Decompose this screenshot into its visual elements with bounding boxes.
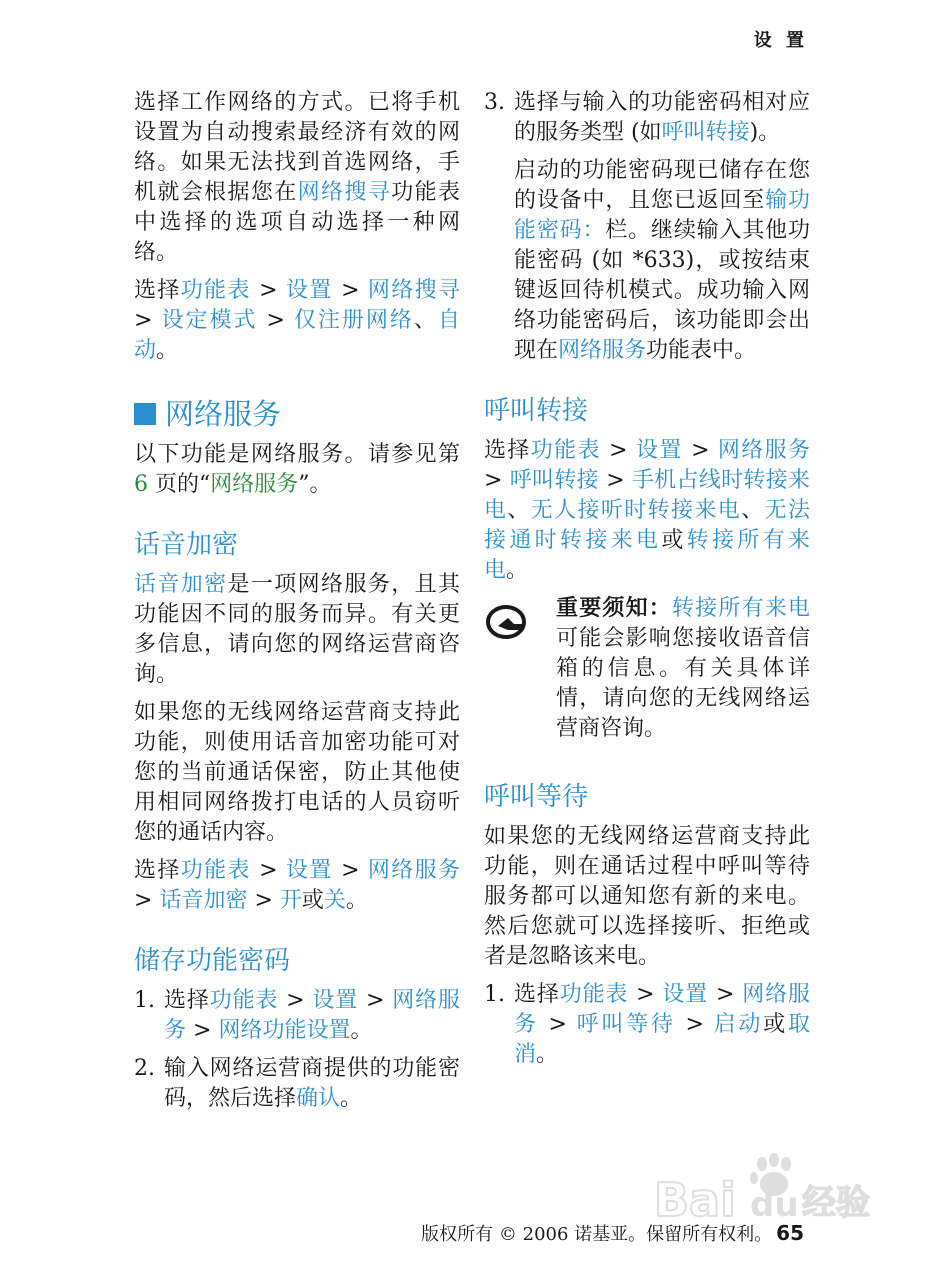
- link-network-services[interactable]: 网络服务: [558, 338, 647, 363]
- heading-call-waiting: 呼叫等待: [484, 782, 589, 812]
- link-network-services[interactable]: 网络服务: [514, 982, 810, 1037]
- heading-store-feature-code: 储存功能密码: [134, 946, 291, 976]
- list-item: 1. 选择功能表 > 设置 > 网络服务 > 网络功能设置。: [134, 988, 460, 1043]
- heading-call-divert: 呼叫转接: [484, 396, 589, 426]
- link-cancel[interactable]: 取消: [514, 1012, 810, 1067]
- copyright-text: 版权所有 © 2006 诺基亚。保留所有权利。: [421, 1224, 773, 1245]
- crossref-network-services[interactable]: 网络服务: [210, 472, 299, 497]
- link-voice-privacy[interactable]: 话音加密: [159, 888, 248, 913]
- paragraph-network-select: 选择工作网络的方式。已将手机设置为自动搜索最经济有效的网络。如果无法找到首选网络，手机就会根据您在网络搜寻功能表中选择的选项自动选择一种网络。: [134, 90, 460, 265]
- link-voice-privacy[interactable]: 话音加密: [134, 572, 228, 597]
- link-settings[interactable]: 设置: [285, 278, 333, 303]
- section-title-network-services: 网络服务: [134, 396, 460, 432]
- baidu-paw-icon: [654, 1150, 890, 1228]
- important-note-icon: [484, 594, 556, 752]
- link-settings[interactable]: 设置: [635, 438, 683, 463]
- page-reference[interactable]: 6: [134, 472, 148, 497]
- link-settings[interactable]: 设置: [285, 858, 333, 883]
- menu-path-network-search: 选择功能表 > 设置 > 网络搜寻 > 设定模式 > 仅注册网络、自动。: [134, 278, 460, 363]
- left-column: [134, 88, 460, 1122]
- link-automatic[interactable]: 自动: [134, 308, 460, 363]
- list-item: 3. 选择与输入的功能密码相对应的服务类型 (如呼叫转接)。: [484, 90, 810, 145]
- note-label: 重要须知：: [556, 596, 672, 621]
- link-set-mode[interactable]: 设定模式: [161, 308, 258, 333]
- link-divert-if-no-answer[interactable]: 无人接听时转接来电: [530, 498, 742, 523]
- link-network-services[interactable]: 网络服务: [717, 438, 810, 463]
- link-menu[interactable]: 功能表: [530, 438, 601, 463]
- important-note: 重要须知：转接所有来电可能会影响您接收语音信箱的信息。有关具体详情，请向您的无线网络运营商咨询。: [484, 594, 810, 752]
- paragraph-voice-privacy: 话音加密是一项网络服务，且其功能因不同的服务而异。有关更多信息，请向您的网络运营商咨询。: [134, 572, 460, 687]
- paragraph-call-waiting: 如果您的无线网络运营商支持此功能，则在通话过程中呼叫等待服务都可以通知您有新的来电。然后您就可以选择接听、拒绝或者是忽略该来电。: [484, 824, 810, 969]
- paragraph-voice-privacy-detail: 如果您的无线网络运营商支持此功能，则使用话音加密功能可对您的当前通话保密，防止其他使用相同网络拨打电话的人员窃听您的通话内容。: [134, 700, 460, 845]
- page-number: 65: [776, 1221, 804, 1245]
- link-activate[interactable]: 启动: [713, 1012, 764, 1037]
- right-column: [484, 88, 810, 1078]
- running-header: 设 置: [753, 30, 808, 51]
- link-menu[interactable]: 功能表: [559, 982, 629, 1007]
- link-divert-all-calls[interactable]: 转接所有来电: [672, 596, 810, 621]
- link-call-divert[interactable]: 呼叫转接: [509, 468, 599, 493]
- baidu-watermark: [654, 1150, 890, 1228]
- link-network-services[interactable]: 网络服务: [367, 858, 460, 883]
- link-network-services[interactable]: 网络服务: [164, 988, 460, 1043]
- link-call-divert[interactable]: 呼叫转接: [661, 120, 750, 145]
- svg-text:du: du: [750, 1185, 799, 1225]
- link-registered-only[interactable]: 仅注册网络: [293, 308, 414, 333]
- link-divert-if-busy[interactable]: 手机占线时转接来电: [484, 468, 810, 523]
- link-enter-feature-code[interactable]: 输功能密码：: [514, 188, 810, 243]
- list-item: 2. 输入网络运营商提供的功能密码，然后选择确认。: [134, 1056, 460, 1111]
- link-settings[interactable]: 设置: [662, 982, 709, 1007]
- page-footer: [421, 1220, 804, 1246]
- link-network-search[interactable]: 网络搜寻: [297, 180, 392, 205]
- svg-text:经验: 经验: [802, 1183, 870, 1223]
- link-menu[interactable]: 功能表: [209, 988, 279, 1013]
- link-settings[interactable]: 设置: [312, 988, 359, 1013]
- list-item: 1. 选择功能表 > 设置 > 网络服务 > 呼叫等待 > 启动或取消。: [484, 982, 810, 1067]
- paragraph-feature-code-stored: 启动的功能密码现已储存在您的设备中，且您已返回至输功能密码：栏。继续输入其他功能密码 (如 *633)，或按结束键返回待机模式。成功输入网络功能密码后，该功能即会出现在网络服务功能表中。: [514, 158, 810, 363]
- link-divert-all-calls[interactable]: 转接所有来电: [484, 528, 810, 583]
- link-network-search[interactable]: 网络搜寻: [367, 278, 460, 303]
- link-on[interactable]: 开: [279, 888, 302, 913]
- paragraph-network-services: 以下功能是网络服务。请参见第 6 页的“网络服务”。: [134, 442, 460, 497]
- link-divert-if-unreachable[interactable]: 无法接通时转接来电: [484, 498, 810, 553]
- link-off[interactable]: 关: [323, 888, 346, 913]
- link-menu[interactable]: 功能表: [180, 278, 251, 303]
- menu-path-call-divert: 选择功能表 > 设置 > 网络服务 > 呼叫转接 > 手机占线时转接来电、无人接听时转接来电、无法接通时转接来电或转接所有来电。: [484, 438, 810, 583]
- link-network-feature-setting[interactable]: 网络功能设置: [218, 1018, 351, 1043]
- menu-path-voice-privacy: 选择功能表 > 设置 > 网络服务 > 话音加密 > 开或关。: [134, 858, 460, 913]
- section-square-icon: [134, 403, 156, 425]
- svg-text:Bai: Bai: [654, 1173, 736, 1227]
- link-ok[interactable]: 确认: [296, 1086, 341, 1111]
- heading-voice-privacy: 话音加密: [134, 530, 239, 560]
- link-menu[interactable]: 功能表: [180, 858, 251, 883]
- link-call-waiting[interactable]: 呼叫等待: [576, 1012, 676, 1037]
